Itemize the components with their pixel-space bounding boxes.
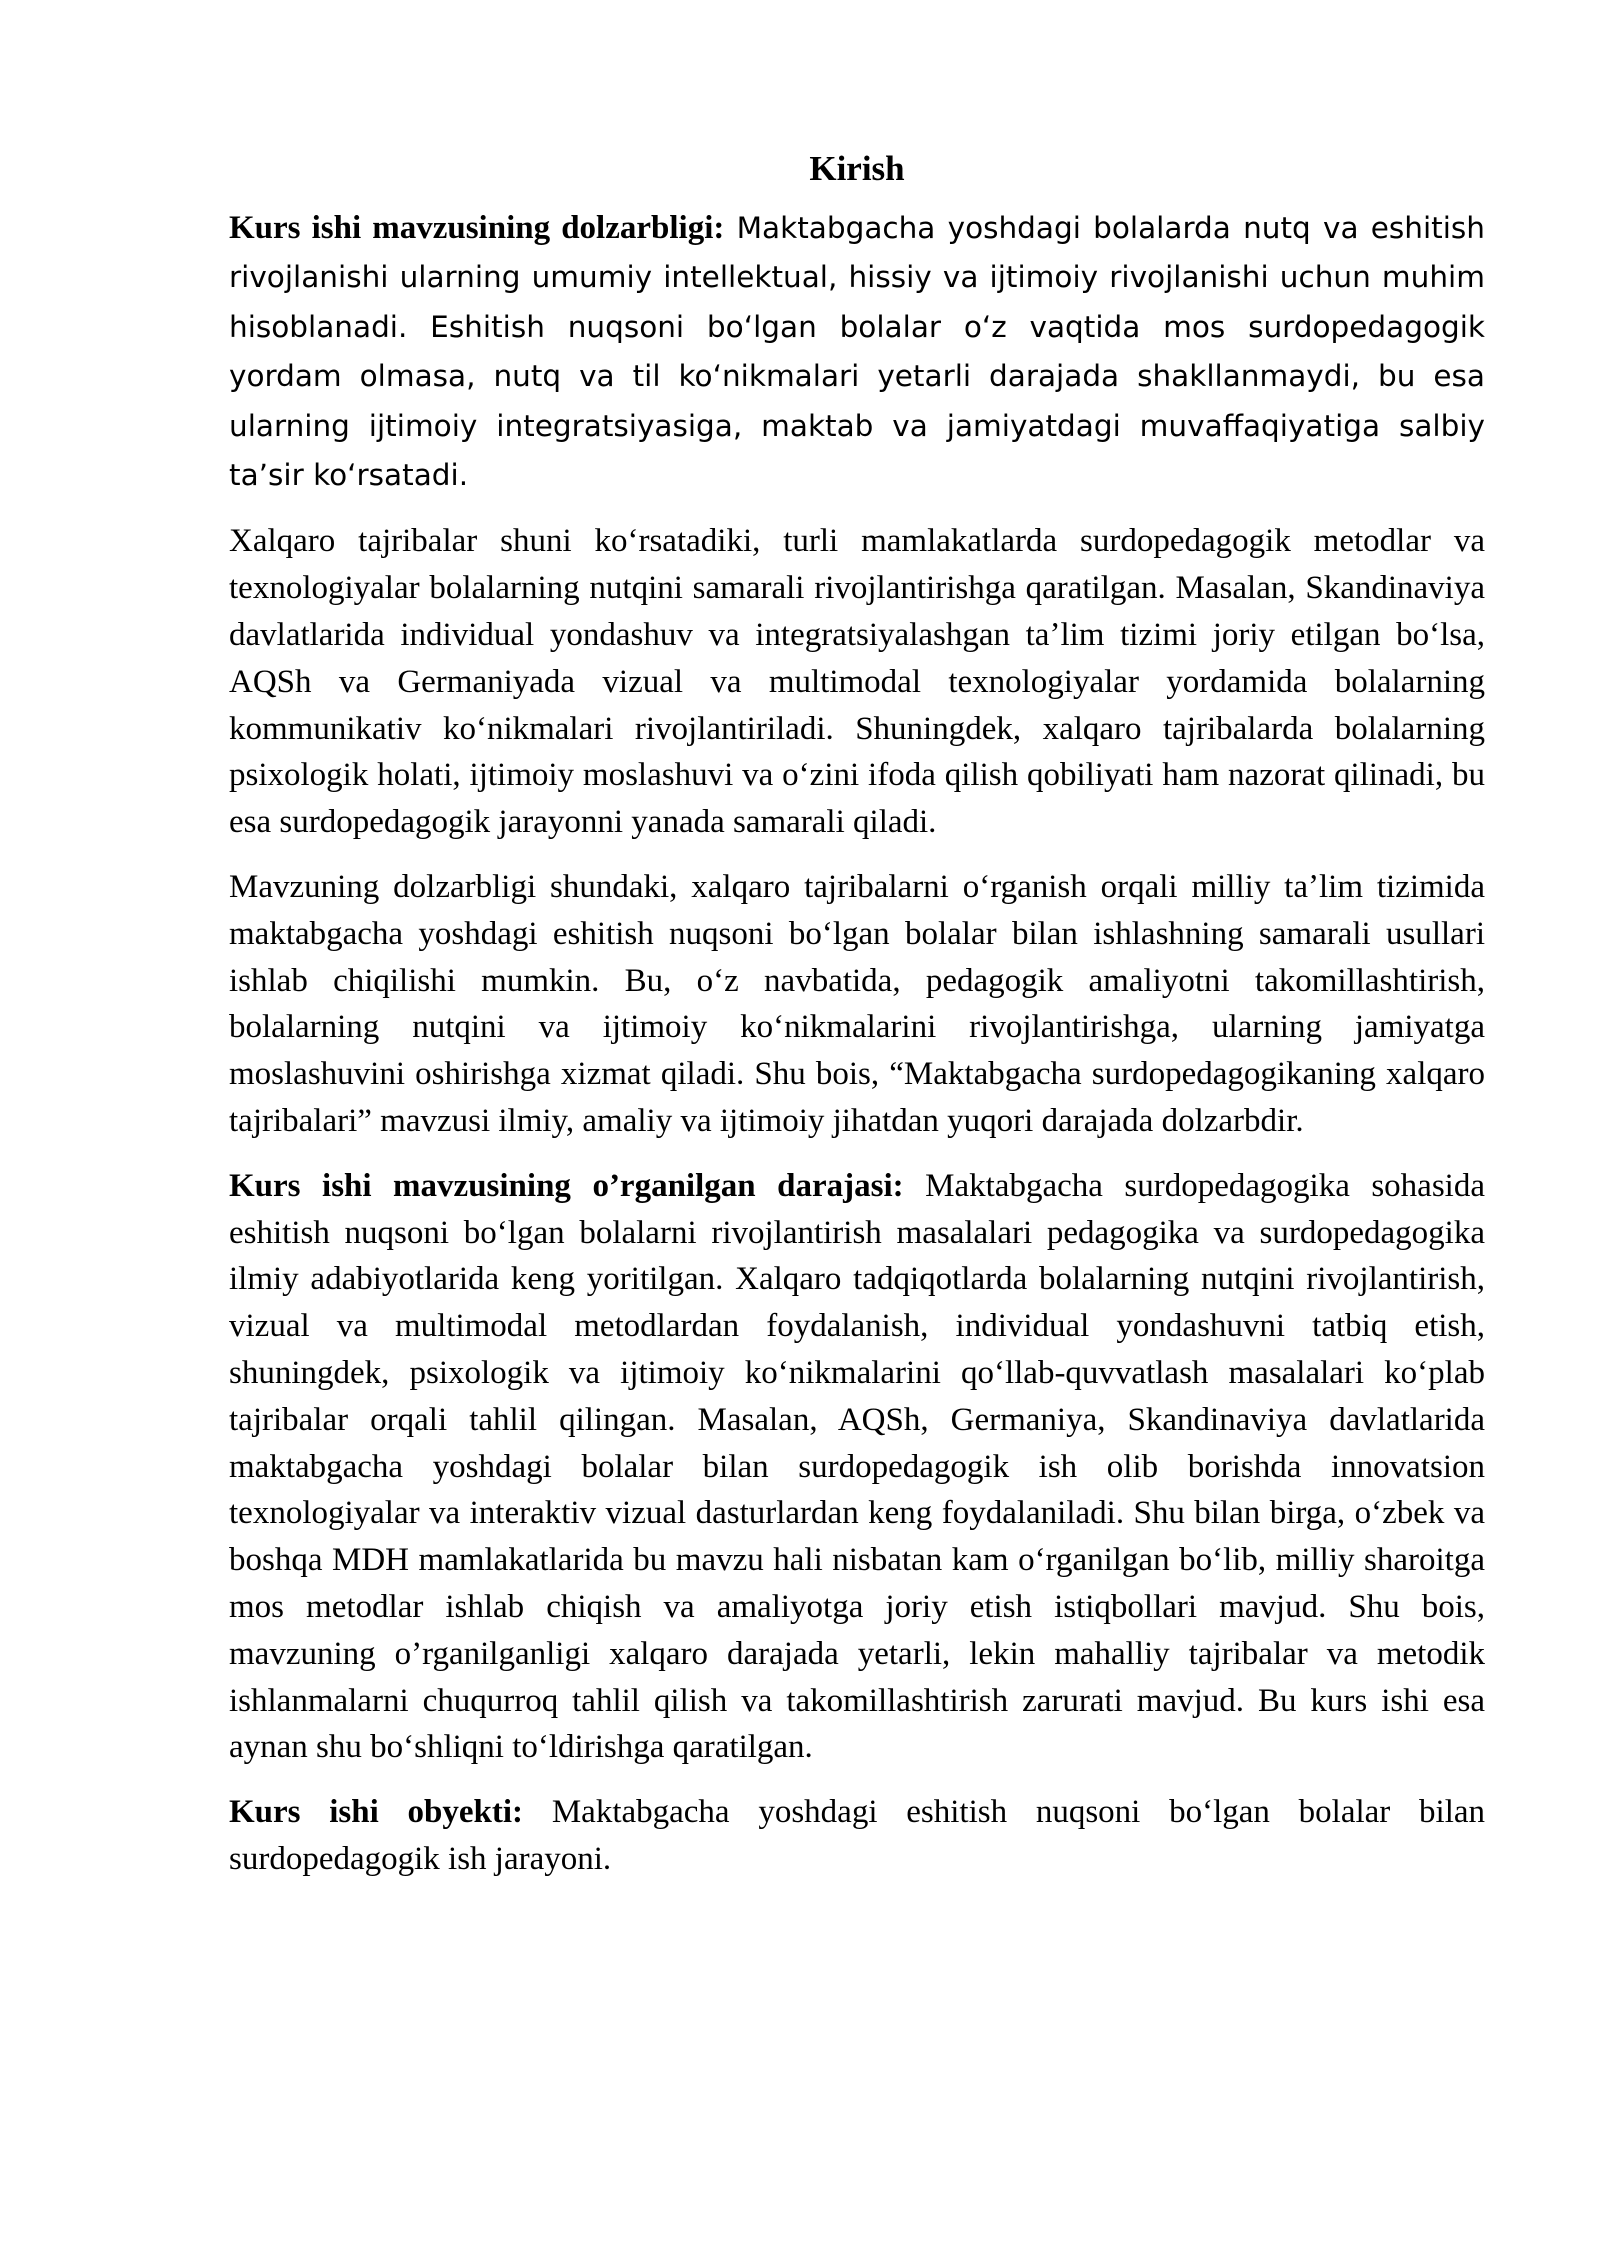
paragraph-relevance xyxy=(229,204,1485,500)
paragraph-topic-relevance xyxy=(229,864,1485,1145)
document-page xyxy=(229,148,1485,1901)
paragraph-text: Mavzuning dolzarbligi shundaki, xalqaro tajribalarni oʻrganish orqali milliy taʼlim tizimida maktabgacha yoshdagi eshitish nuqsoni boʻlgan bolalar bilan ishlashning samarali usullari ishlab chiqilishi mumkin. Bu, oʻz navbatida, pedagogik amaliyotni takomillashtirish, bolalarning nutqini va ijtimoiy koʻnikmalarini rivojlantirishga, ularning jamiyatga moslashuvini oshirishga xizmat qiladi. Shu bois, “Maktabgacha surdopedagogikaning xalqaro tajribalari” mavzusi ilmiy, amaliy va ijtimoiy jihatdan yuqori darajada dolzarbdir. xyxy=(229,869,1485,1139)
paragraph-text: Xalqaro tajribalar shuni koʻrsatadiki, turli mamlakatlarda surdopedagogik metodlar va texnologiyalar bolalarning nutqini samarali rivojlantirishga qaratilgan. Masalan, Skandinaviya davlatlarida individual yondashuv va integratsiyalashgan taʼlim tizimi joriy etilgan boʻlsa, AQSh va Germaniyada vizual va multimodal texnologiyalar yordamida bolalarning kommunikativ koʻnikmalari rivojlantiriladi. Shuningdek, xalqaro tajribalarda bolalarning psixologik holati, ijtimoiy moslashuvi va oʻzini ifoda qilish qobiliyati ham nazorat qilinadi, bu esa surdopedagogik jarayonni yanada samarali qiladi. xyxy=(229,523,1485,841)
paragraph-lead: Kurs ishi mavzusining dolzarbligi: xyxy=(229,210,725,246)
paragraph-lead: Kurs ishi mavzusining o’rganilgan darajasi: xyxy=(229,1167,904,1204)
paragraph-text: Maktabgacha surdopedagogika sohasida eshitish nuqsoni boʻlgan bolalarni rivojlantirish masalalari pedagogika va surdopedagogika ilmiy adabiyotlarida keng yoritilgan. Xalqaro tadqiqotlarda bolalarning nutqini rivojlantirish, vizual va multimodal metodlardan foydalanish, individual yondashuvni tatbiq etish, shuningdek, psixologik va ijtimoiy koʻnikmalarini qoʻllab-quvvatlash masalalari koʻplab tajribalar orqali tahlil qilingan. Masalan, AQSh, Germaniya, Skandinaviya davlatlarida maktabgacha yoshdagi bolalar bilan surdopedagogik ish olib borishda innovatsion texnologiyalar va interaktiv vizual dasturlardan keng foydalaniladi. Shu bilan birga, oʻzbek va boshqa MDH mamlakatlarida bu mavzu hali nisbatan kam oʻrganilgan boʻlib, milliy sharoitga mos metodlar ishlab chiqish va amaliyotga joriy etish istiqbollari mavjud. Shu bois, mavzuning o’rganilganligi xalqaro darajada yetarli, lekin mahalliy tajribalar va metodik ishlanmalarni chuqurroq tahlil qilish va takomillashtirish zarurati mavjud. Bu kurs ishi esa aynan shu boʻshliqni toʻldirishga qaratilgan. xyxy=(229,1167,1485,1766)
paragraph-text: Maktabgacha yoshdagi bolalarda nutq va eshitish rivojlanishi ularning umumiy intellektual, hissiy va ijtimoiy rivojlanishi uchun muhim hisoblanadi. Eshitish nuqsoni boʻlgan bolalar oʻz vaqtida mos surdopedagogik yordam olmasa, nutq va til koʻnikmalari yetarli darajada shakllanmaydi, bu esa ularning ijtimoiy integratsiyasiga, maktab va jamiyatdagi muvaffaqiyatiga salbiy taʼsir koʻrsatadi. xyxy=(229,211,1485,493)
paragraph-degree-of-study xyxy=(229,1163,1485,1771)
document-title: Kirish xyxy=(809,149,905,188)
paragraph-international-experience xyxy=(229,518,1485,846)
paragraph-object xyxy=(229,1789,1485,1883)
paragraph-text: Maktabgacha yoshdagi eshitish nuqsoni boʻlgan bolalar bilan surdopedagogik ish jarayoni. xyxy=(229,1794,1486,1877)
paragraph-lead: Kurs ishi obyekti: xyxy=(229,1794,524,1831)
